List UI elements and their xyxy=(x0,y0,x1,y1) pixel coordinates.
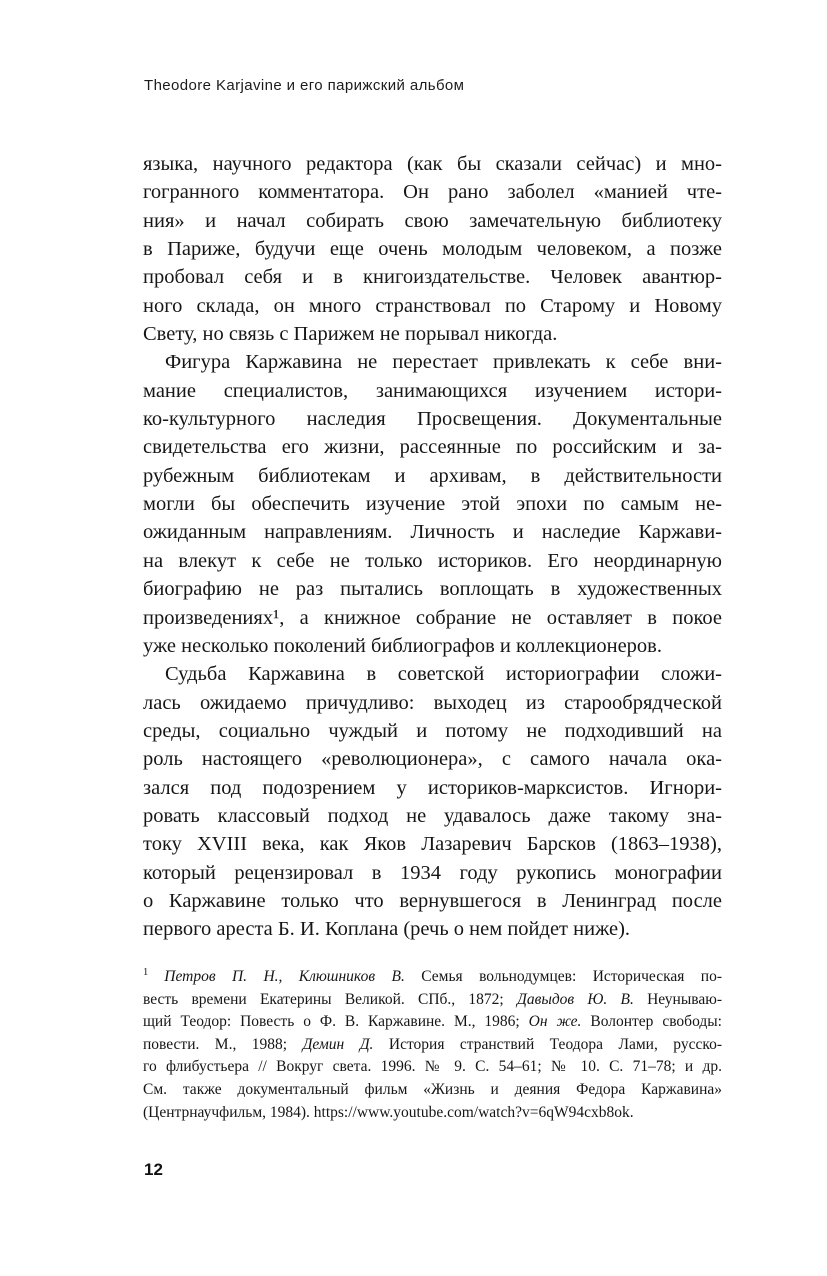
text-line: ния» и начал собирать свою замечательную библиотеку xyxy=(143,209,722,232)
text-line: рубежным библиотекам и архивам, в действительности xyxy=(143,464,722,487)
text-line: уже несколько поколений библиографов и коллекционеров. xyxy=(143,634,662,657)
text-line: зался под подозрением у историков-марксистов. Игнори- xyxy=(143,776,722,799)
footnote-text: повести. М., 1988; xyxy=(143,1035,303,1053)
text-line: лась ожидаемо причудливо: выходец из старообрядческой xyxy=(143,691,722,714)
footnote-author: Петров П. Н., Клюшников В. xyxy=(164,968,405,985)
footnote-text: Волонтер свободы: xyxy=(581,1013,722,1031)
footnote-line xyxy=(143,1011,722,1034)
footnote-author: Он же. xyxy=(528,1013,582,1031)
footnote-text: История странствий Теодора Лами, русско- xyxy=(373,1035,722,1053)
text-line: Фигура Каржавина не перестает привлекать к себе вни- xyxy=(165,351,722,374)
body-text xyxy=(143,150,722,944)
text-line: гогранного комментатора. Он рано заболел «манией чте- xyxy=(143,181,722,204)
text-line: Свету, но связь с Парижем не порывал никогда. xyxy=(143,323,558,346)
text-line: мание специалистов, занимающихся изучением истори- xyxy=(143,379,722,402)
footnote-line xyxy=(143,1056,722,1079)
footnote-text: весть времени Екатерины Великой. СПб., 1872; xyxy=(143,990,517,1008)
footnote-text: щий Теодор: Повесть о Ф. В. Каржавине. М., 1986; xyxy=(143,1013,529,1031)
footnote-text: Неунываю- xyxy=(633,990,722,1008)
footnote-text: го флибустьера // Вокруг света. 1996. № 9. С. 54–61; № 10. С. 71–78; и др. xyxy=(143,1058,722,1076)
paragraph xyxy=(143,348,722,660)
text-line: ного склада, он много странствовал по Старому и Новому xyxy=(143,294,722,317)
text-line: на влекут к себе не только историков. Его неординарную xyxy=(143,549,722,572)
footnote-line xyxy=(143,1102,722,1125)
text-line: пробовал себя и в книгоиздательстве. Человек авантюр- xyxy=(143,266,722,289)
paragraph xyxy=(143,150,722,348)
footnote-line xyxy=(143,962,722,989)
text-line: языка, научного редактора (как бы сказали сейчас) и мно- xyxy=(143,153,722,175)
text-line: который рецензировал в 1934 году рукопись монографии xyxy=(143,861,722,884)
paragraph xyxy=(143,660,722,943)
text-line: току XVIII века, как Яков Лазаревич Барсков (1863–1938), xyxy=(143,833,722,856)
running-head: Theodore Karjavine и его парижский альбом xyxy=(144,77,465,94)
text-line: ко-культурного наследия Просвещения. Документальные xyxy=(143,408,722,431)
text-line: произведениях¹, а книжное собрание не оставляет в покое xyxy=(143,606,722,629)
footnote-text: См. также документальный фильм «Жизнь и деяния Федора Каржавина» xyxy=(143,1080,722,1098)
text-line: свидетельства его жизни, рассеянные по российским и за- xyxy=(143,436,722,459)
text-line: биографию не раз пытались воплощать в художественных xyxy=(143,578,722,601)
footnote-line xyxy=(143,1034,722,1057)
footnote-author: Давыдов Ю. В. xyxy=(516,990,634,1008)
text-line: ровать классовый подход не удавалось даже такому зна- xyxy=(143,804,722,827)
text-line: среды, социально чуждый и потому не подходивший на xyxy=(143,719,722,742)
text-line: первого ареста Б. И. Коплана (речь о нем пойдет ниже). xyxy=(143,918,631,941)
footnote-line xyxy=(143,989,722,1012)
page-number: 12 xyxy=(144,1160,163,1179)
text-line: о Каржавине только что вернувшегося в Ленинград после xyxy=(143,889,722,912)
text-line: могли бы обеспечить изучение этой эпохи по самым не- xyxy=(143,493,722,516)
footnote-text: (Центрнаучфильм, 1984). https://www.youtube.com/watch?v=6qW94cxb8ok. xyxy=(143,1103,634,1121)
text-line: ожиданным направлениям. Личность и наследие Каржави- xyxy=(143,521,722,544)
footnote-line xyxy=(143,1079,722,1102)
text-line: роль настоящего «революционера», с самого начала ока- xyxy=(143,748,722,771)
footnote xyxy=(143,962,722,1124)
text-line: в Париже, будучи еще очень молодым человеком, а позже xyxy=(143,238,722,261)
footnote-marker: 1 xyxy=(143,967,149,978)
text-line: Судьба Каржавина в советской историографии сложи- xyxy=(165,663,722,686)
footnote-text: Семья вольнодумцев: Историческая по- xyxy=(404,968,722,985)
footnote-author: Демин Д. xyxy=(302,1035,374,1053)
